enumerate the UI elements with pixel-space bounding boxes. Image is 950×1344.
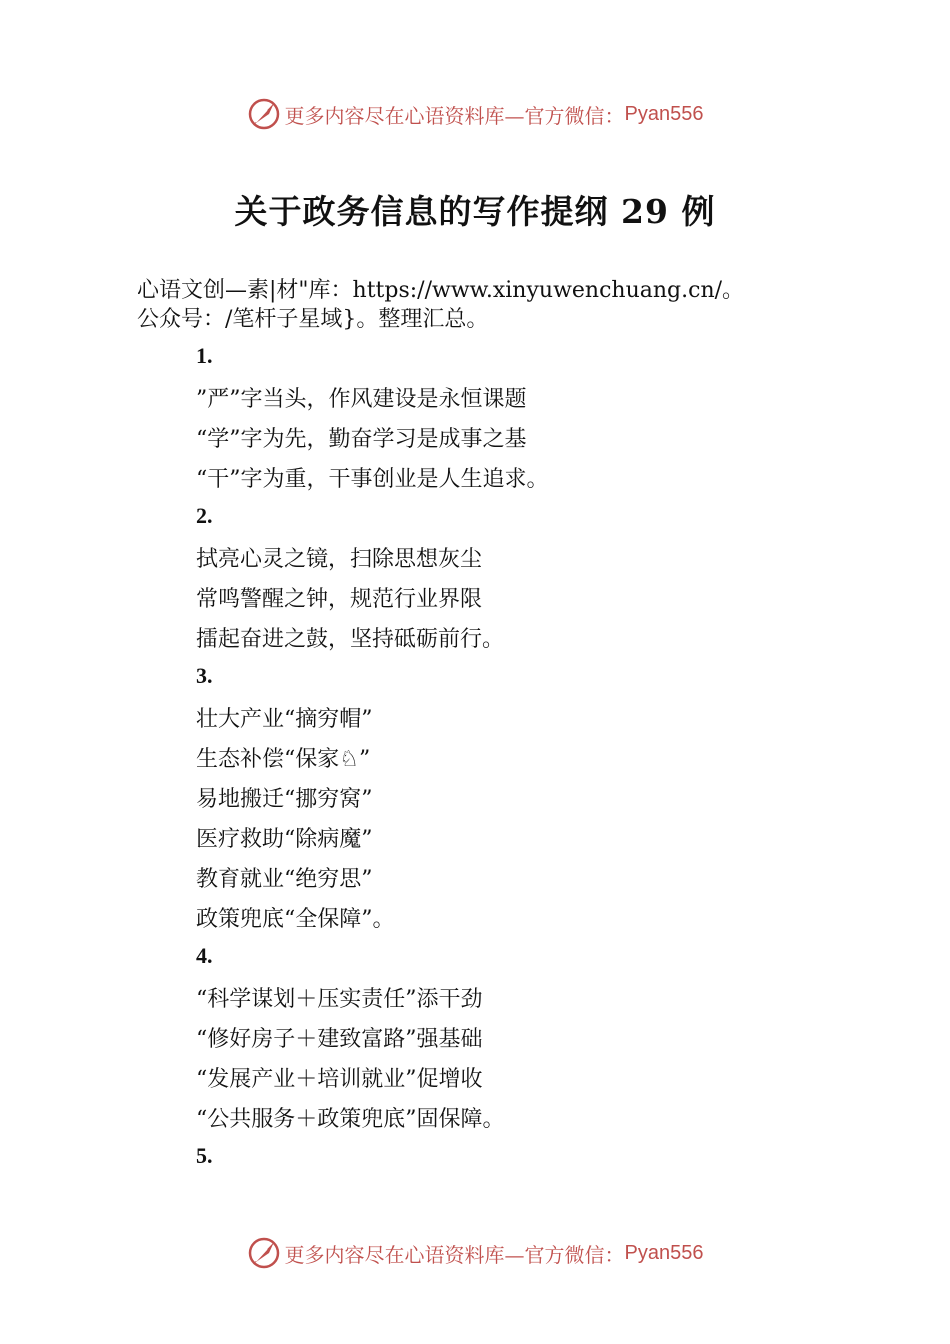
section-number: 1. — [196, 343, 213, 368]
outline-line: 易地搬迁“挪穷窝” — [196, 787, 373, 812]
outline-section-2 — [196, 500, 856, 660]
outline-line: “干”字为重，干事创业是人生追求。 — [196, 467, 549, 492]
section-number: 3. — [196, 663, 213, 688]
outline-section-1 — [196, 340, 856, 500]
outline-line: ”严”字当头，作风建设是永恒课题 — [196, 387, 527, 412]
wechat-id: Pyan556 — [624, 1241, 704, 1264]
header-banner — [0, 94, 950, 134]
outline-line: 政策兜底“全保障”。 — [196, 907, 395, 932]
outline-line: “科学谋划＋压实责任”添干劲 — [196, 987, 483, 1012]
footer-banner — [0, 1233, 950, 1273]
outline-line: 医疗救助“除病魔” — [196, 827, 373, 852]
section-number: 2. — [196, 503, 213, 528]
outline-section-4 — [196, 940, 856, 1140]
outline-line: “修好房子＋建致富路”强基础 — [196, 1027, 483, 1052]
quill-logo-icon — [247, 97, 281, 131]
section-number: 4. — [196, 943, 213, 968]
outline-line: 生态补偿“保家♘” — [196, 747, 371, 772]
outline-section-5 — [196, 1140, 856, 1180]
section-number: 5. — [196, 1143, 213, 1168]
intro-block — [137, 276, 837, 334]
outline-line: 壮大产业“摘穷帽” — [196, 707, 373, 732]
outline-line: 教育就业“绝穷思” — [196, 867, 373, 892]
banner-text: 更多内容尽在心语资料库—官方微信： — [284, 103, 625, 128]
wechat-id: Pyan556 — [624, 102, 704, 125]
quill-logo-icon — [247, 1236, 281, 1270]
outline-line: “学”字为先，勤奋学习是成事之基 — [196, 427, 527, 452]
outline-body — [196, 340, 856, 1180]
intro-line-website: 心语文创—素|材"库：https://www.xinyuwenchuang.cn/。 — [137, 278, 745, 303]
document-title: 关于政务信息的写作提纲 29 例 — [234, 192, 716, 231]
intro-line-account: 公众号：/笔杆子星域}。整理汇总。 — [137, 307, 489, 332]
outline-line: 常鸣警醒之钟，规范行业界限 — [196, 587, 483, 612]
banner-text: 更多内容尽在心语资料库—官方微信： — [284, 1242, 625, 1267]
outline-line: 拭亮心灵之镜，扫除思想灰尘 — [196, 547, 483, 572]
outline-section-3 — [196, 660, 856, 940]
outline-line: “公共服务＋政策兜底”固保障。 — [196, 1107, 505, 1132]
outline-line: “发展产业＋培训就业”促增收 — [196, 1067, 483, 1092]
outline-line: 擂起奋进之鼓，坚持砥砺前行。 — [196, 627, 505, 652]
